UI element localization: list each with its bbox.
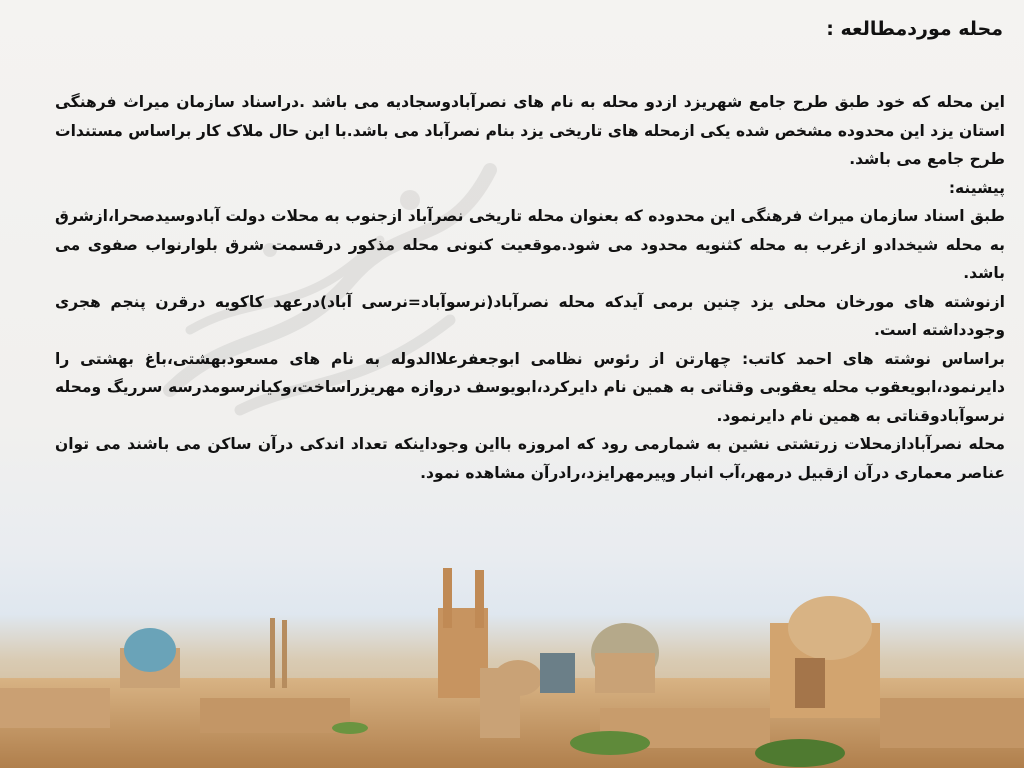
city-skyline-image — [0, 558, 1024, 768]
section-heading-background: پیشینه: — [948, 178, 1005, 197]
paragraph-intro: این محله که خود طبق طرح جامع شهریزد ازدو محله به نام های نصرآبادوسجادیه می باشد .دراسناد سازمان میراث فرهنگی استان یزد این محدوده مشخص شده یکی ازمحله های تاریخی یزد بنام نصرآباد می باشد.با این حال ملاک کار براساس مستندات طرح جامع می باشد. — [55, 93, 1005, 168]
page-title: محله موردمطالعه : — [826, 18, 1003, 40]
paragraph-history: ازنوشته های مورخان محلی یزد چنین برمی آیدکه محله نصرآباد(نرسوآباد=نرسی آباد)درعهد کاکویه درقرن پنجم هجری وجودداشته است. — [55, 292, 1005, 339]
document-body — [55, 18, 1005, 487]
paragraph-ahmad-kateb: براساس نوشته های احمد کاتب: چهارتن از رئوس نظامی ابوجعفرعلاالدوله به نام های مسعودبهشتی،باغ بهشتی را دایرنمود،ابویعقوب محله یعقوبی وقناتی به همین نام دایرکرد،ابویوسف دروازه مهریزراساخت،وکیانرسومدرسه سرریگ ومحله نرسوآبادوقناتی به همین نام دایرنمود. — [55, 349, 1005, 425]
paragraph-boundaries: طبق اسناد سازمان میراث فرهنگی این محدوده که بعنوان محله تاریخی نصرآباد ازجنوب به محلات دولت آبادوسیدصحرا،ازشرق به محله شیخدادو ازغرب به محله کثنویه محدود می شود.موقعیت کنونی محله مذکور درقسمت شرق بلوارنواب صفوی می باشد. — [55, 207, 1005, 282]
paragraph-zoroastrian: محله نصرآبادازمحلات زرتشتی نشین به شمارمی رود که امروزه بااین وجوداینکه تعداد اندکی درآن ساکن می باشند می توان عناصر معماری درآن ازقبیل درمهر،آب انبار وپیرمهرایزد،رادرآن مشاهده نمود. — [55, 435, 1005, 482]
